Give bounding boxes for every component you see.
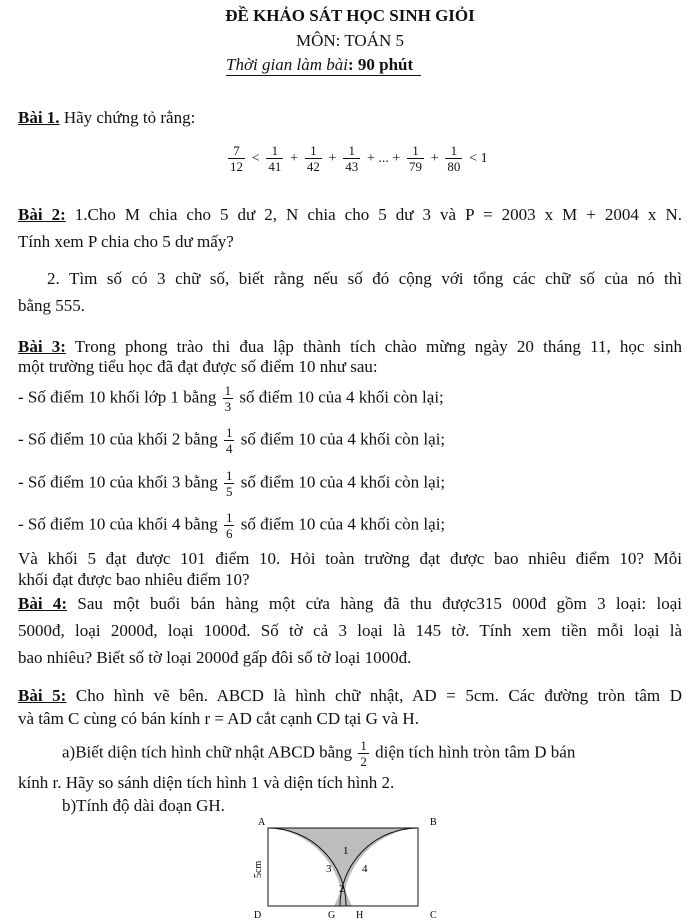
bai4-text1: Sau một buổi bán hàng một cửa hàng đã thu được315 000đ gồm 3 loại: loại: [67, 594, 682, 613]
bai3-item: - Số điểm 10 của khối 2 bằng $\frac{1}{4}$ số điểm 10 của 4 khối còn lại;: [18, 425, 446, 456]
bai5-line2: và tâm C cùng có bán kính r = AD cắt cạnh CD tại G và H.: [18, 709, 419, 728]
time-value: : 90 phút: [347, 55, 414, 74]
bai5-line4: kính r. Hãy so sánh diện tích hình 1 và diện tích hình 2.: [18, 773, 395, 792]
op-lt: <: [251, 150, 260, 166]
side-label: 5cm: [253, 860, 264, 878]
fraction: $\frac{7}{12}$: [230, 143, 243, 174]
bai1-inequality: [226, 143, 489, 174]
fraction: $\frac{1}{6}$: [225, 510, 233, 541]
bai3-item: - Số điểm 10 khối lớp 1 bằng $\frac{1}{3}$ số điểm 10 của 4 khối còn lại;: [18, 383, 444, 414]
label-g: G: [328, 910, 336, 920]
region-3-label: 3: [326, 863, 332, 875]
region-4-label: 4: [362, 863, 368, 875]
fraction: $\frac{1}{41}$: [268, 143, 282, 174]
bai2-line1: [18, 205, 682, 225]
fraction: $\frac{1}{80}$: [447, 143, 461, 174]
op-lt-one: < 1: [469, 150, 488, 166]
region-2-label: 2: [339, 883, 345, 895]
bai2-line2: Tính xem P chia cho 5 dư mấy?: [18, 232, 234, 251]
fraction: $\frac{1}{2}$: [360, 738, 367, 769]
bai4-line2: 5000đ, loại 2000đ, loại 1000đ. Số tờ cả 3 loại là 145 tờ. Tính xem tiền mỗi loại là: [18, 621, 682, 640]
label-a: A: [258, 817, 266, 828]
geometry-figure: [240, 814, 450, 920]
bai3-line4: khối đạt được bao nhiêu điểm 10?: [18, 570, 250, 589]
bai3-line1: [18, 337, 682, 357]
bai3-item: - Số điểm 10 của khối 3 bằng $\frac{1}{5}$ số điểm 10 của 4 khối còn lại;: [18, 468, 446, 499]
bai5-line5: b)Tính độ dài đoạn GH.: [62, 796, 225, 815]
op-plus: +: [290, 150, 299, 166]
region-1-label: 1: [343, 845, 349, 857]
label-b: B: [430, 817, 437, 828]
fraction: $\frac{1}{43}$: [345, 143, 359, 174]
bai3-heading: Bài 3:: [18, 337, 66, 356]
bai1-line: [18, 108, 195, 128]
op-plus: +: [328, 150, 337, 166]
bai2-line3: 2. Tìm số có 3 chữ số, biết rằng nếu số đó cộng với tổng các chữ số của nó thì: [47, 269, 682, 288]
bai1-text: Hãy chứng tỏ rằng:: [59, 108, 196, 127]
bai3-line3: Và khối 5 đạt được 101 điểm 10. Hỏi toàn trường đạt được bao nhiêu điểm 10? Mỗi: [18, 549, 682, 568]
fraction: $\frac{1}{5}$: [225, 468, 233, 499]
bai5-heading: Bài 5:: [18, 686, 67, 705]
fraction: $\frac{1}{42}$: [306, 143, 320, 174]
bai5-line3: a)Biết diện tích hình chữ nhật ABCD bằng $\frac{1}{2}$ diện tích hình tròn tâm D bán: [62, 738, 576, 769]
label-d: D: [254, 910, 262, 920]
bai2-line4: bằng 555.: [18, 296, 86, 315]
bai5-line1: [18, 686, 682, 706]
bai4-line1: [18, 594, 682, 614]
bai3-item: - Số điểm 10 của khối 4 bằng $\frac{1}{6}$ số điểm 10 của 4 khối còn lại;: [18, 510, 446, 541]
fraction: $\frac{1}{79}$: [409, 143, 423, 174]
op-ellipsis: + ... +: [366, 150, 401, 166]
bai4-heading: Bài 4:: [18, 594, 68, 613]
exam-time: [226, 55, 421, 76]
time-label: Thời gian làm bài: [226, 55, 348, 74]
bai5-text1: Cho hình vẽ bên. ABCD là hình chữ nhật, AD = 5cm. Các đường tròn tâm D: [66, 686, 682, 705]
bai2-text1: 1.Cho M chia cho 5 dư 2, N chia cho 5 dư 3 và P = 2003 x M + 2004 x N.: [65, 205, 682, 224]
bai2-heading: Bài 2:: [18, 205, 66, 224]
bai3-text1: Trong phong trào thi đua lập thành tích chào mừng ngày 20 tháng 11, học sinh: [65, 337, 682, 356]
bai3-line2: một trường tiểu học đã đạt được số điểm 10 như sau:: [18, 357, 378, 376]
label-c: C: [430, 910, 437, 920]
bai4-line3: bao nhiêu? Biết số tờ loại 2000đ gấp đôi số tờ loại 1000đ.: [18, 648, 412, 667]
fraction: $\frac{1}{3}$: [224, 383, 232, 414]
label-h: H: [356, 910, 364, 920]
fraction: $\frac{1}{4}$: [225, 425, 233, 456]
exam-subject: MÔN: TOÁN 5: [296, 31, 404, 50]
exam-title: ĐỀ KHẢO SÁT HỌC SINH GIỎI: [225, 6, 475, 25]
bai1-heading: Bài 1.: [18, 108, 60, 127]
op-plus: +: [430, 150, 439, 166]
